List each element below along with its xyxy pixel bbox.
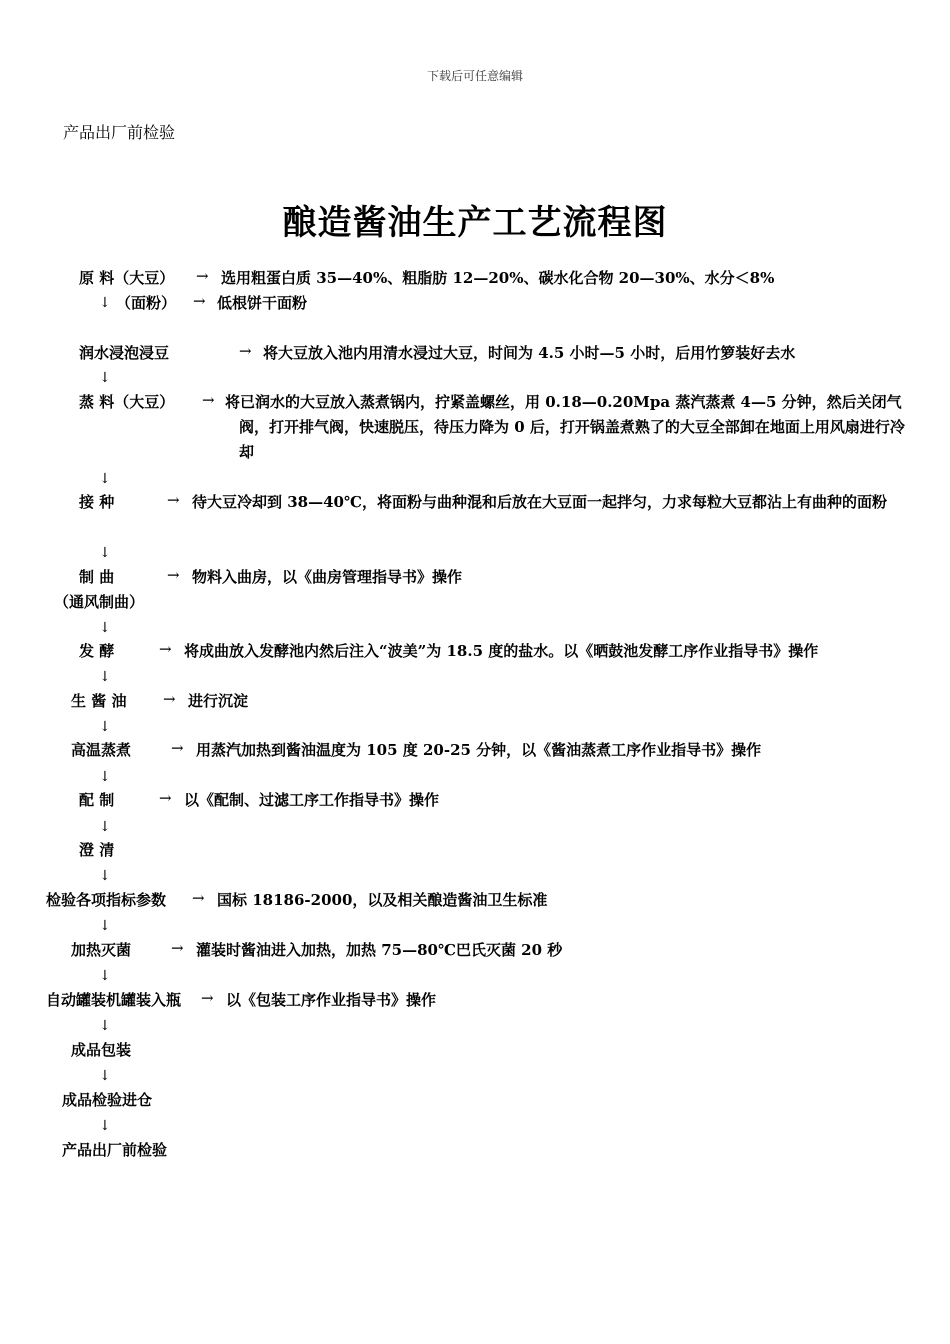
step-koji-making: 制 曲 bbox=[79, 568, 115, 586]
step-inoculation: 接 种 bbox=[79, 493, 115, 511]
step-flour: （面粉） bbox=[116, 294, 177, 312]
arrow-right-icon: → bbox=[159, 640, 172, 658]
arrow-down-icon: ↓ bbox=[99, 1068, 111, 1084]
arrow-down-icon: ↓ bbox=[99, 1118, 111, 1134]
arrow-right-icon: → bbox=[193, 292, 206, 310]
arrow-down-icon: ↓ bbox=[99, 819, 111, 835]
step-label: 原 料（大豆） bbox=[79, 269, 175, 287]
step-raw-soybean bbox=[79, 266, 174, 291]
step-inspection: 检验各项指标参数 bbox=[46, 891, 167, 909]
arrow-right-icon: → bbox=[163, 690, 176, 708]
step-desc: 待大豆冷却到 38—40℃，将面粉与曲种混和后放在大豆面一起拌匀，力求每粒大豆都沾上有曲种的面粉 bbox=[192, 493, 887, 511]
step-sterilization: 加热灭菌 bbox=[71, 941, 132, 959]
arrow-down-icon: ↓ bbox=[99, 370, 111, 386]
step-desc: 将已润水的大豆放入蒸煮锅内，拧紧盖螺丝，用 0.18—0.20Mpa 蒸汽蒸煮 4—5 分钟，然后关闭气阀，打开排气阀，快速脱压，待压力降为 0 后，打开锅盖煮熟了的大豆全部卸在地面上用风扇进行冷却 bbox=[225, 393, 905, 461]
arrow-down-icon: ↓ bbox=[99, 620, 111, 636]
step-desc: 国标 18186-2000，以及相关酿造酱油卫生标准 bbox=[217, 891, 548, 909]
step-final-inspection: 产品出厂前检验 bbox=[62, 1141, 168, 1159]
step-desc: 将大豆放入池内用清水浸过大豆，时间为 4.5 小时—5 小时，后用竹箩装好去水 bbox=[263, 344, 796, 362]
arrow-down-icon: ↓ bbox=[99, 719, 111, 735]
top-note: 产品出厂前检验 bbox=[63, 123, 176, 142]
step-desc: 进行沉淀 bbox=[188, 692, 249, 710]
arrow-right-icon: → bbox=[201, 989, 214, 1007]
arrow-down-icon: ↓ bbox=[99, 545, 111, 561]
arrow-right-icon: → bbox=[167, 491, 180, 509]
arrow-down-icon: ↓ bbox=[99, 471, 111, 487]
step-desc: 灌装时酱油进入加热，加热 75—80℃巴氏灭菌 20 秒 bbox=[196, 941, 563, 959]
step-high-temp-cooking: 高温蒸煮 bbox=[71, 741, 132, 759]
arrow-right-icon: → bbox=[171, 739, 184, 757]
step-clarification: 澄 清 bbox=[79, 841, 115, 859]
arrow-right-icon: → bbox=[171, 939, 184, 957]
step-desc: 物料入曲房，以《曲房管理指导书》操作 bbox=[192, 568, 463, 586]
step-steaming-soybean: 蒸 料（大豆） bbox=[79, 393, 175, 411]
step-desc: 低根饼干面粉 bbox=[217, 294, 308, 312]
arrow-right-icon: → bbox=[239, 342, 252, 360]
page-title: 酿造酱油生产工艺流程图 bbox=[282, 203, 668, 243]
arrow-right-icon: → bbox=[192, 889, 205, 907]
arrow-down-icon: ↓ bbox=[99, 1018, 111, 1034]
step-desc: 用蒸汽加热到酱油温度为 105 度 20-25 分钟，以《酱油蒸煮工序作业指导书》操作 bbox=[196, 741, 762, 759]
arrow-down-icon: ↓ bbox=[99, 868, 111, 884]
step-desc: 以《包装工序作业指导书》操作 bbox=[226, 991, 437, 1009]
step-desc: 将成曲放入发酵池内然后注入“波美”为 18.5 度的盐水。以《晒鼓池发酵工序作业指导书》操作 bbox=[184, 642, 819, 660]
step-raw-soy-sauce: 生 酱 油 bbox=[71, 692, 127, 710]
step-sublabel: （通风制曲） bbox=[54, 593, 145, 611]
arrow-right-icon: → bbox=[159, 789, 172, 807]
arrow-right-icon: → bbox=[196, 267, 209, 285]
step-soaking: 润水浸泡浸豆 bbox=[79, 344, 170, 362]
arrow-down-icon: ↓ bbox=[99, 769, 111, 785]
arrow-down-icon: ↓ bbox=[99, 669, 111, 685]
header-note: 下载后可任意编辑 bbox=[426, 69, 523, 83]
step-desc: 以《配制、过滤工序工作指导书》操作 bbox=[184, 791, 440, 809]
arrow-down-icon: ↓ bbox=[99, 918, 111, 934]
arrow-down-icon: ↓ bbox=[99, 295, 111, 311]
arrow-right-icon: → bbox=[167, 566, 180, 584]
step-fermentation: 发 酵 bbox=[79, 642, 115, 660]
step-bottling: 自动罐装机罐装入瓶 bbox=[46, 991, 182, 1009]
step-warehousing: 成品检验进仓 bbox=[62, 1091, 153, 1109]
arrow-down-icon: ↓ bbox=[99, 968, 111, 984]
step-packaging: 成品包装 bbox=[71, 1041, 132, 1059]
step-blending: 配 制 bbox=[79, 791, 115, 809]
step-desc: 选用粗蛋白质 35—40%、粗脂肪 12—20%、碳水化合物 20—30%、水分＜8% bbox=[221, 269, 775, 287]
arrow-right-icon: → bbox=[202, 391, 215, 409]
